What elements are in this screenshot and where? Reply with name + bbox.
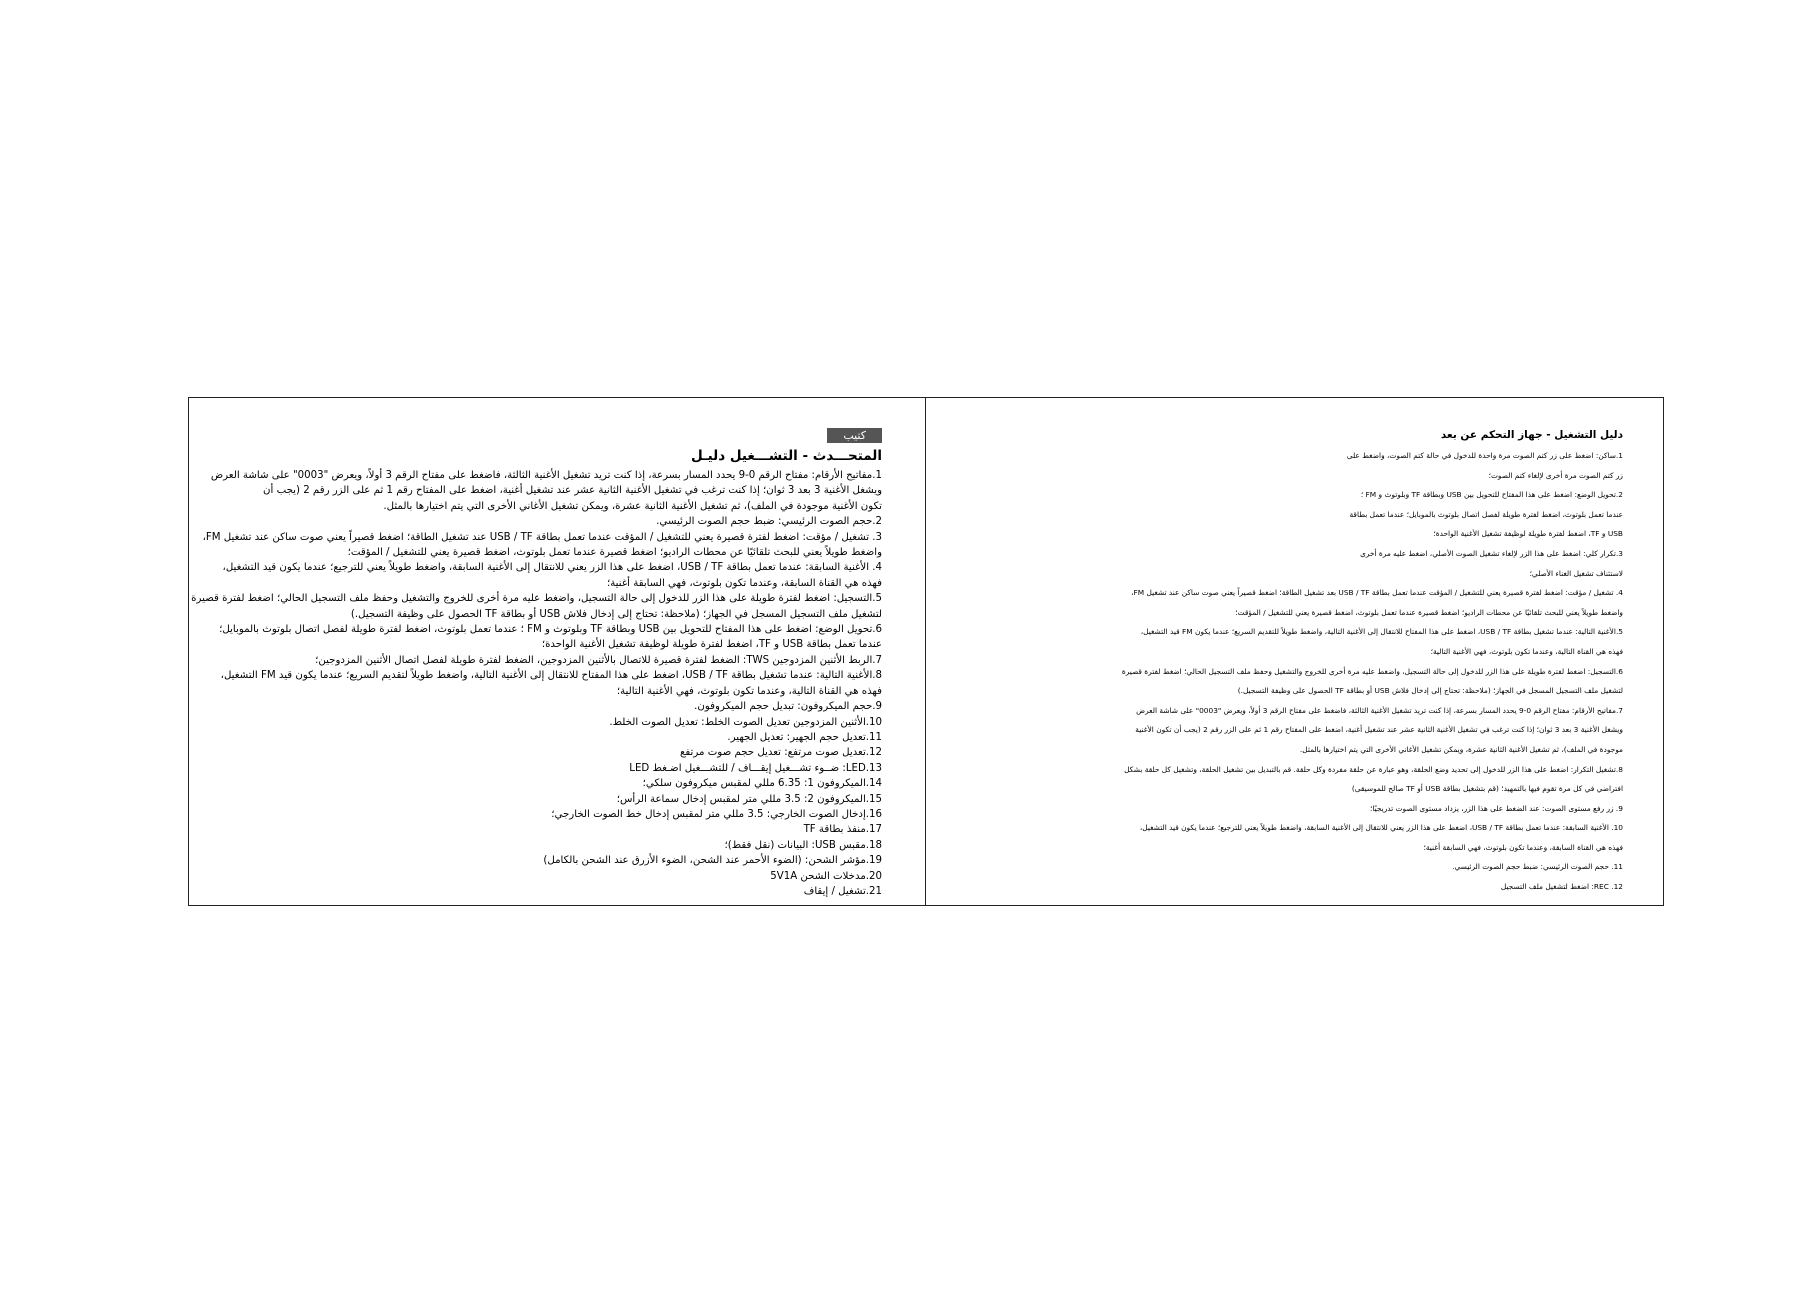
manual-line: لتشغيل ملف التسجيل المسجل في الجهاز؛ (ملاحظة: تحتاج إلى إدخال فلاش USB أو بطاقة TF الحصول على وظيفة التسجيل.) [350, 608, 882, 620]
manual-line: 11. حجم الصوت الرئيسي: ضبط حجم الصوت الرئيسي. [1452, 862, 1623, 872]
manual-line: 8.تشغيل التكرار: اضغط على هذا الزر للدخول إلى تحديد وضع الحلقة، وهو عبارة عن حلقة مفردة وكل حلقة. قم بالتبديل بين تشغيل الحلقة، وتشغيل كل حلقة بشكل [1124, 764, 1623, 774]
manual-line: عندما تعمل بلوتوث، اضغط لفترة طويلة لفصل اتصال بلوتوث بالموبايل؛ عندما تعمل بطاقة [1349, 509, 1623, 519]
manual-line: 16.إدخال الصوت الخارجي: 3.5 مللي متر لمقبس إدخال خط الصوت الخارجي؛ [551, 808, 882, 820]
remote-manual-lines [940, 446, 1623, 897]
manual-line: 15.الميكروفون 2: 3.5 مللي متر لمقبس إدخال سماعة الرأس؛ [616, 793, 882, 805]
manual-line: ويشغل الأغنية 3 بعد 3 ثوان؛ إذا كنت ترغب في تشغيل الأغنية الثانية عشر عند تشغيل أغنية، اضغط على المفتاح رقم 1 ثم على الزر رقم 2 (يجب أن تكون الأغنية [1135, 725, 1623, 735]
manual-line: فهذه هي القناة التالية، وعندما تكون بلوتوث، فهي الأغنية التالية؛ [616, 685, 882, 697]
manual-line: 21.تشغيل / إيقاف [803, 885, 882, 897]
speaker-manual-lines [191, 468, 882, 899]
remote-manual-panel [926, 398, 1663, 905]
manual-line: 5.الأغنية التالية: عندما تشغيل بطاقة USB / TF، اضغط على هذا المفتاح للانتقال إلى الأغنية التالية، واضغط طويلاً للتقديم السريع؛ عندما يكون FM قيد التشغيل، [1140, 627, 1623, 637]
manual-line: عندما تعمل بطاقة USB و TF، اضغط لفترة طويلة لوظيفة تشغيل الأغنية الواحدة؛ [541, 639, 882, 651]
manual-line: 9.حجم الميكروفون: تبديل حجم الميكروفون. [694, 701, 882, 713]
manual-line: تكون الأغنية موجودة في الملف)، ثم تشغيل الأغنية الثانية عشرة، ويمكن تشغيل الأغاني الأخرى التي يتم اختيارها بالمثل. [383, 500, 882, 512]
manual-line: 4. الأغنية السابقة: عندما تعمل بطاقة USB / TF، اضغط على هذا الزر يعني للانتقال إلى الأغنية السابقة، واضغط طويلاً يعني للترجيع؛ عندما يكون قيد التشغيل، [222, 562, 882, 574]
manual-line: 3. تشغيل / مؤقت: اضغط لفترة قصيرة يعني للتشغيل / المؤقت عندما تعمل بطاقة USB / TF عند تشغيل الطاقة؛ اضغط قصيراً يعني صوت ساكن عند تشغيل FM، [202, 531, 882, 543]
manual-line: لتشغيل ملف التسجيل المسجل في الجهاز؛ (ملاحظة: تحتاج إلى إدخال فلاش USB أو بطاقة TF الحصول على وظيفة التسجيل.) [1237, 686, 1623, 696]
manual-line: 10. الأغنية السابقة: عندما تعمل بطاقة USB / TF، اضغط على هذا الزر يعني للانتقال إلى الأغنية السابقة، واضغط طويلاً يعني للترجيع؛ عندما يكون قيد التشغيل، [1139, 823, 1623, 833]
manual-line: 1.ساكن: اضغط على زر كتم الصوت مرة واحدة للدخول في حالة كتم الصوت، واضغط على [1346, 451, 1623, 460]
manual-line: 14.الميكروفون 1: 6.35 مللي لمقبس ميكروفون سلكي؛ [642, 778, 882, 790]
manual-line: 7.مفاتيح الأرقام: مفتاح الرقم 0-9 يحدد المسار بسرعة، إذا كنت تريد تشغيل الأغنية الثالثة، فاضغط على مفتاح الرقم 3 أولاً، ويعرض "0003" على شاشة العرض [1136, 705, 1623, 715]
manual-line: واضغط طويلاً يعني للبحث تلقائيًا عن محطات الراديو؛ اضغط قصيرة عندما تعمل بلوتوث، اضغط قصيرة يعني للتشغيل / المؤقت؛ [347, 547, 882, 559]
manual-line: 19.مؤشر الشحن: (الضوء الأحمر عند الشحن، الضوء الأزرق عند الشحن بالكامل) [543, 855, 882, 867]
manual-line: LED.13: ضــوء تشـــغيل إيقـــاف / للتشـــغيل اضـغط LED [629, 762, 882, 774]
manual-line: فهذه هي القناة السابقة، وعندما تكون بلوتوث، فهي السابقة أغنية؛ [606, 577, 882, 589]
manual-line: فهذه هي القناة التالية، وعندما تكون بلوتوث، فهي الأغنية التالية؛ [1430, 646, 1623, 656]
manual-line: 5.التسجيل: اضغط لفترة طويلة على هذا الزر للدخول إلى حالة التسجيل، واضغط عليه مرة أخرى للخروج والتشغيل وحفظ ملف التسجيل الحالي؛ اضغط لفترة قصيرة [191, 593, 882, 605]
manual-line: واضغط طويلاً يعني للبحث تلقائيًا عن محطات الراديو؛ اضغط قصيرة عندما تعمل بلوتوث، اضغط قصيرة يعني للتشغيل / المؤقت؛ [1235, 607, 1623, 617]
speaker-manual-title: المتحـــدث - التشـــغيل دليـل [690, 448, 882, 464]
manual-line: 2.تحويل الوضع: اضغط على هذا المفتاح للتحويل بين USB وبطاقة TF وبلوتوث و FM ؛ [1360, 490, 1623, 500]
manual-line: 7.الربط الأثنين المزدوجين TWS: الضغط لفترة قصيرة للاتصال بالأثنين المزدوجين، الضغط لفترة طويلة لفصل اتصال الأثنين المزدوجين؛ [315, 654, 882, 666]
manual-line: 12. REC: اضغط لتشغيل ملف التسجيل [1500, 882, 1623, 892]
manual-line: 6.تحويل الوضع: اضغط على هذا المفتاح للتحويل بين USB وبطاقة TF وبلوتوث و FM ؛ عندما تعمل بلوتوث، اضغط لفترة طويلة لفصل اتصال بلوتوث بالموبايل؛ [219, 624, 882, 636]
speaker-manual-panel [189, 398, 926, 905]
manual-line: 20.مدخلات الشحن 5V1A [770, 870, 882, 882]
manual-line: 18.مقبس USB: البيانات (نقل فقط)؛ [724, 839, 882, 851]
manual-line: 8.الأغنية التالية: عندما تشغيل بطاقة USB / TF، اضغط على هذا المفتاح للانتقال إلى الأغنية التالية، واضغط طويلاً لتقديم السريع؛ عندما يكون قيد FM التشغيل، [220, 670, 882, 682]
manual-line: 11.تعديل حجم الجهير: تعديل الجهير. [727, 731, 882, 743]
manual-line: 1.مفاتيح الأرقام: مفتاح الرقم 0-9 يحدد المسار بسرعة، إذا كنت تريد تشغيل الأغنية الثالثة، فاضغط على مفتاح الرقم 3 أولاً، ويعرض "0003" على شاشة العرض [210, 470, 882, 481]
manual-line: لاستئناف تشغيل الغناء الأصلي؛ [1529, 568, 1623, 578]
manual-line: 12.تعديل صوت مرتفع: تعديل حجم صوت مرتفع [679, 747, 882, 759]
manual-line: ويشغل الأغنية 3 بعد 3 ثوان؛ إذا كنت ترغب في تشغيل الأغنية الثانية عشر عند تشغيل أغنية، اضغط على المفتاح رقم 1 ثم على الزر رقم 2 (يجب أن [263, 485, 882, 497]
manual-line: 3.تكرار كلي: اضغط على هذا الزر لإلغاء تشغيل الصوت الأصلي، اضغط عليه مرة أخرى [1360, 548, 1623, 558]
manual-line: افتراضي في كل مرة تقوم فيها بالتمهيد؛ (قم بتشغيل بطاقة USB أو TF صالح للموسيقى) [1351, 784, 1623, 794]
manual-line: 10.الأثنين المزدوجين تعديل الصوت الخلط: تعديل الصوت الخلط. [609, 716, 882, 728]
manual-sheet [188, 397, 1664, 906]
manual-line: USB و TF، اضغط لفترة طويلة لوظيفة تشغيل الأغنية الواحدة؛ [1433, 529, 1623, 539]
manual-line: 2.حجم الصوت الرئيسي: ضبط حجم الصوت الرئيسي. [656, 516, 882, 528]
manual-line: 4. تشغيل / مؤقت: اضغط لفترة قصيرة يعني للتشغيل / المؤقت عندما تعمل بطاقة USB / TF بعد تشغيل الطاقة؛ اضغط قصيراً يعني صوت ساكن عند تشغيل FM، [1131, 588, 1623, 598]
manual-line: موجودة في الملف)، ثم تشغيل الأغنية الثانية عشرة، ويمكن تشغيل الأغاني الأخرى التي يتم اختيارها بالمثل. [1299, 744, 1623, 754]
remote-manual-title: دليل التشغيل - جهاز التحكم عن بعد [1440, 429, 1623, 441]
manual-line: فهذه هي القناة السابقة، وعندما تكون بلوتوث، فهي السابقة أغنية؛ [1423, 842, 1623, 852]
manual-badge: كتيب [827, 428, 882, 443]
manual-line: 6.التسجيل: اضغط لفترة طويلة على هذا الزر للدخول إلى حالة التسجيل، واضغط عليه مرة أخرى للخروج والتشغيل وحفظ ملف التسجيل الحالي؛ اضغط لفترة قصيرة [1121, 666, 1623, 676]
manual-line: زر كتم الصوت مرة أخرى لإلغاء كتم الصوت؛ [1488, 470, 1623, 480]
manual-line: 9. زر رفع مستوى الصوت: عند الضغط على هذا الزر، يزداد مستوى الصوت تدريجيًا؛ [1370, 803, 1623, 813]
manual-line: 17.منفذ بطاقة TF [803, 824, 882, 836]
